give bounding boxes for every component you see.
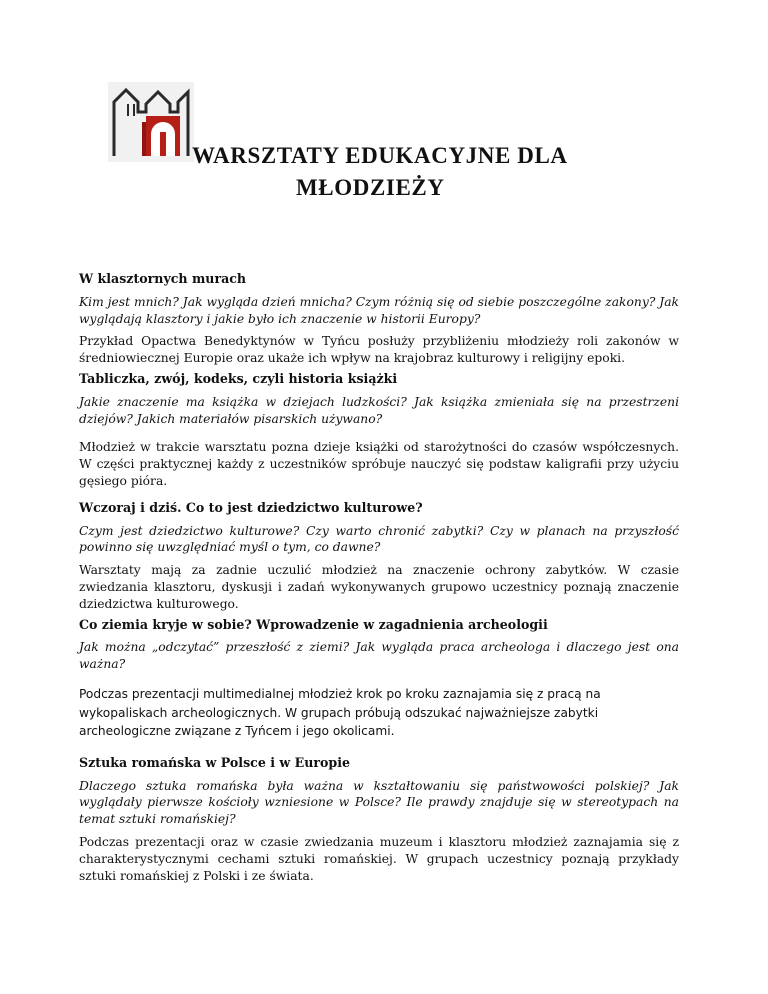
title-line-1: WARSZTATY EDUKACYJNE DLA xyxy=(192,143,568,168)
workshop-list xyxy=(79,271,679,888)
title-line-2: MŁODZIEŻY xyxy=(296,175,445,200)
section-description: Podczas prezentacji oraz w czasie zwiedzania muzeum i klasztoru młodzież zaznajamia się z charakterystycznymi cechami sztuki romańskiej. W grupach uczestnicy poznają przykłady sztuki romańskiej z Polski i ze świata. xyxy=(79,834,679,883)
section-questions: Dlaczego sztuka romańska była ważna w kształtowaniu się państwowości polskiej? Jak wyglądały pierwsze kościoły wzniesione w Polsce? Ile prawdy znajduje się w stereotypach na temat sztuki romańskiej? xyxy=(79,778,679,827)
section-book-history xyxy=(79,371,679,500)
section-heading: W klasztornych murach xyxy=(79,271,247,286)
section-description: Warsztaty mają za zadnie uczulić młodzież na znaczenie ochrony zabytków. W czasie zwiedzania klasztoru, dyskusji i zadań wykonywanych grupowo uczestnicy poznają znaczenie dziedzictwa kulturowego. xyxy=(79,563,679,611)
page-title xyxy=(192,140,712,204)
section-archaeology xyxy=(79,617,679,755)
section-questions: Czym jest dziedzictwo kulturowe? Czy warto chronić zabytki? Czy w planach na przyszłość powinno się uwzględniać myśl o tym, co dawne? xyxy=(79,523,679,555)
section-heritage xyxy=(79,500,679,613)
section-heading: Sztuka romańska w Polsce i w Europie xyxy=(79,754,351,770)
section-description: Podczas prezentacji multimedialnej młodzież krok po kroku zaznajamia się z pracą na wykopaliskach archeologicznych. W grupach próbują odszukać najważniejsze zabytki archeologiczne związane z Tyńcem i jego okolicami. xyxy=(79,686,601,739)
section-heading: Wczoraj i dziś. Co to jest dziedzictwo kulturowe? xyxy=(79,499,423,515)
section-description: Młodzież w trakcie warsztatu pozna dzieje książki od starożytności do czasów współczesnych. W części praktycznej każdy z uczestników spróbuje nauczyć się podstaw kaligrafii przy użyciu gęsiego pióra. xyxy=(79,440,679,488)
section-heading: Tabliczka, zwój, kodeks, czyli historia książki xyxy=(79,370,398,386)
section-questions: Jakie znaczenie ma książka w dziejach ludzkości? Jak książka zmieniała się na przestrzeni dziejów? Jakich materiałów pisarskich używano? xyxy=(79,394,679,426)
section-heading: Co ziemia kryje w sobie? Wprowadzenie w zagadnienia archeologii xyxy=(79,616,548,632)
section-description: Przykład Opactwa Benedyktynów w Tyńcu posłuży przybliżeniu młodzieży roli zakonów w średniowiecznej Europie oraz ukaże ich wpływ na krajobraz kulturowy i religijny epoki. xyxy=(79,334,679,366)
section-romanesque-art xyxy=(79,755,679,885)
logo-drawing xyxy=(108,82,194,162)
section-monastery xyxy=(79,271,679,367)
tyniec-abbey-logo-icon xyxy=(108,82,194,162)
section-questions: Kim jest mnich? Jak wygląda dzień mnicha? Czym różnią się od siebie poszczególne zakony? Jak wyglądają klasztory i jakie było ich znaczenie w historii Europy? xyxy=(79,294,679,326)
section-questions: Jak można „odczytać” przeszłość z ziemi? Jak wygląda praca archeologa i dlaczego jest ona ważna? xyxy=(79,640,679,672)
